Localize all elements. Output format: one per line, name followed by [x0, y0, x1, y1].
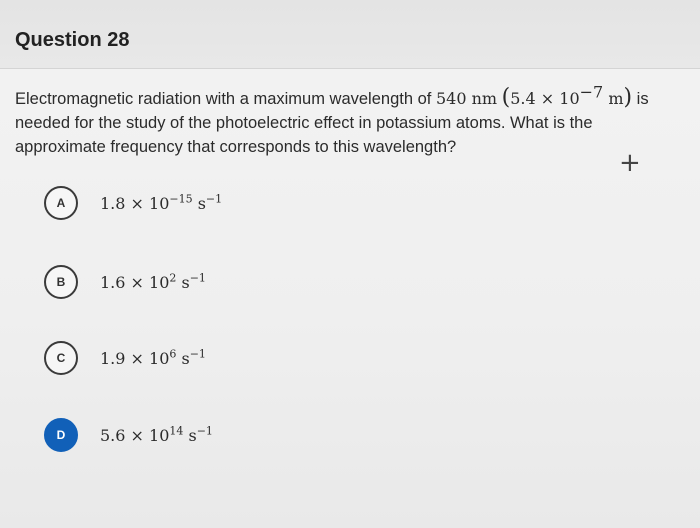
paren-close: ) — [623, 85, 633, 110]
option-b-base: 1.6 × 10 — [100, 272, 170, 292]
option-d-badge[interactable]: D — [44, 418, 78, 452]
option-d-unit-exponent: −1 — [196, 424, 213, 438]
option-c-badge[interactable]: C — [44, 341, 78, 375]
option-a-unit-exponent: −1 — [205, 192, 223, 206]
paren-open: ( — [501, 85, 511, 110]
wavelength-nm: 540 nm — [435, 89, 498, 108]
question-line-1 — [15, 82, 683, 111]
wavelength-m-exponent: −7 — [579, 82, 604, 102]
answer-option-a[interactable] — [44, 183, 444, 223]
answer-option-b[interactable] — [44, 262, 444, 302]
option-b-exponent: 2 — [169, 271, 177, 285]
option-b-text — [100, 273, 206, 292]
question-line-3: approximate frequency that corresponds to this wavelength? — [15, 138, 457, 156]
option-a-base: 1.8 × 10 — [100, 193, 170, 213]
question-title: Question 28 — [15, 29, 130, 51]
answer-option-c[interactable] — [44, 338, 444, 378]
option-a-exponent: −15 — [169, 192, 193, 206]
plus-icon[interactable]: + — [619, 148, 641, 178]
option-c-base: 1.9 × 10 — [100, 348, 170, 368]
option-c-unit-exponent: −1 — [189, 347, 206, 361]
option-d-text — [100, 426, 213, 445]
option-d-base: 5.6 × 10 — [100, 425, 170, 445]
option-b-unit-exponent: −1 — [189, 271, 206, 285]
question-line-2: needed for the study of the photoelectric effect in potassium atoms. What is the — [15, 114, 593, 132]
option-c-unit: s — [176, 348, 190, 368]
option-a-unit: s — [192, 193, 206, 213]
wavelength-m-base: 5.4 × 10 — [510, 89, 580, 108]
question-text — [15, 82, 683, 159]
question-line-1-end: is — [632, 90, 649, 108]
option-d-exponent: 14 — [169, 424, 184, 438]
wavelength-m-unit: m — [603, 89, 624, 108]
option-a-badge[interactable]: A — [44, 186, 78, 220]
question-header — [0, 0, 700, 69]
option-c-text — [100, 349, 206, 368]
option-b-unit: s — [176, 272, 190, 292]
answer-option-d[interactable] — [44, 415, 444, 455]
question-line-1-start: Electromagnetic radiation with a maximum wavelength of — [15, 90, 436, 108]
option-b-badge[interactable]: B — [44, 265, 78, 299]
option-d-unit: s — [183, 425, 197, 445]
option-c-exponent: 6 — [169, 347, 177, 361]
option-a-text — [100, 194, 222, 213]
